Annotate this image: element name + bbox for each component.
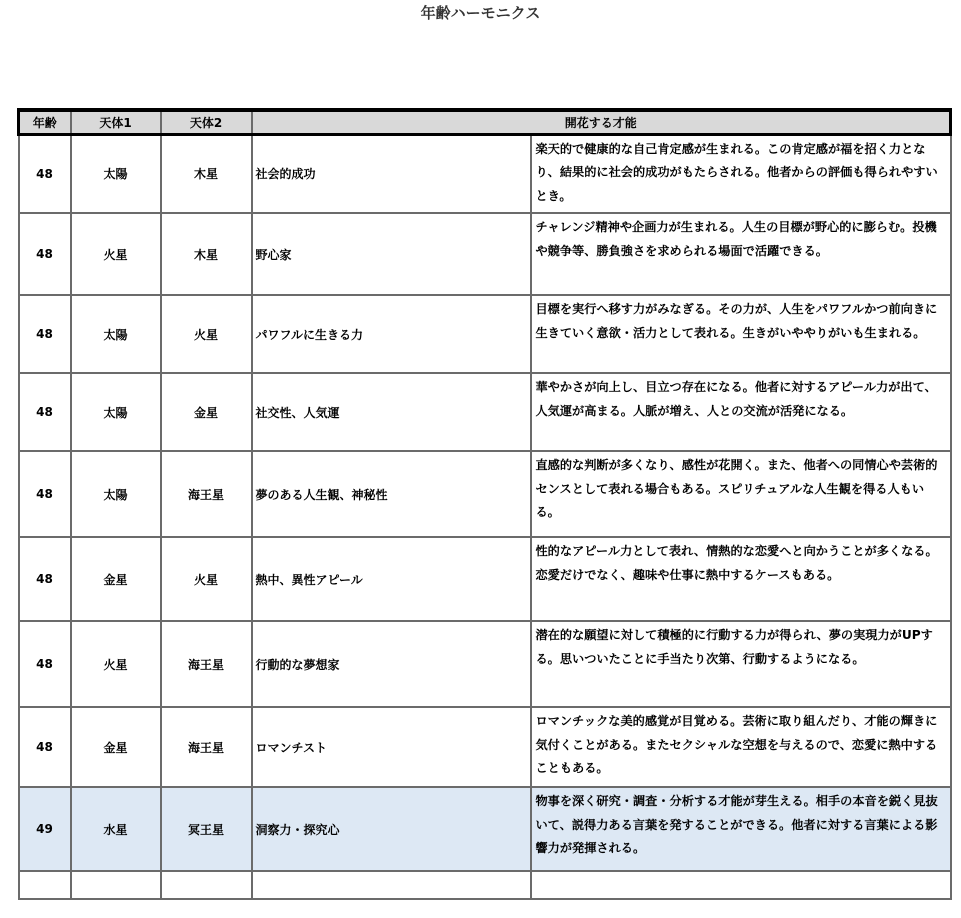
cell-description: 物事を深く研究・調査・分析する才能が芽生える。相手の本音を鋭く見抜いて、説得力ある言葉を発することができる。他者に対する言葉による影響力が発揮される。 — [531, 787, 951, 871]
cell-age: 48 — [19, 213, 71, 295]
cell-body1: 金星 — [71, 707, 161, 787]
cell-ability: 行動的な夢想家 — [252, 621, 531, 707]
cell-description: ロマンチックな美的感覚が目覚める。芸術に取り組んだり、才能の輝きに気付くことがある。またセクシャルな空想を与えるので、恋愛に熱中することもある。 — [531, 707, 951, 787]
cell-description: 目標を実行へ移す力がみなぎる。その力が、人生をパワフルかつ前向きに生きていく意欲・活力として表れる。生きがいややりがいも生まれる。 — [531, 295, 951, 373]
cell-ability: 社会的成功 — [252, 134, 531, 213]
page-title: 年齢ハーモニクス — [420, 4, 541, 22]
cell-ability: 夢のある人生観、神秘性 — [252, 451, 531, 537]
cell-body1: 太陽 — [71, 295, 161, 373]
header-age: 年齢 — [19, 110, 71, 134]
table-row-empty — [19, 871, 951, 899]
empty-cell — [19, 871, 71, 899]
cell-body2: 海王星 — [161, 621, 252, 707]
cell-body1: 水星 — [71, 787, 161, 871]
cell-age: 48 — [19, 707, 71, 787]
table-row — [19, 373, 951, 451]
cell-ability: 洞察力・探究心 — [252, 787, 531, 871]
cell-body1: 火星 — [71, 213, 161, 295]
cell-ability: パワフルに生きる力 — [252, 295, 531, 373]
empty-cell — [252, 871, 531, 899]
cell-description: 直感的な判断が多くなり、感性が花開く。また、他者への同情心や芸術的センスとして表れる場合もある。スピリチュアルな人生観を得る人もいる。 — [531, 451, 951, 537]
cell-age: 48 — [19, 537, 71, 621]
cell-age: 48 — [19, 134, 71, 213]
cell-body2: 木星 — [161, 213, 252, 295]
table-row — [19, 707, 951, 787]
cell-body1: 太陽 — [71, 134, 161, 213]
header-body1: 天体1 — [71, 110, 161, 134]
cell-description: 華やかさが向上し、目立つ存在になる。他者に対するアピール力が出て、人気運が高まる。人脈が増え、人との交流が活発になる。 — [531, 373, 951, 451]
table-row-highlighted — [19, 787, 951, 871]
header-talent: 開花する才能 — [252, 110, 951, 134]
cell-age: 48 — [19, 621, 71, 707]
cell-age: 48 — [19, 295, 71, 373]
cell-description: チャレンジ精神や企画力が生まれる。人生の目標が野心的に膨らむ。投機や競争等、勝負強さを求められる場面で活躍できる。 — [531, 213, 951, 295]
header-row — [19, 110, 951, 134]
cell-ability: 熱中、異性アピール — [252, 537, 531, 621]
cell-age: 48 — [19, 451, 71, 537]
cell-body2: 金星 — [161, 373, 252, 451]
cell-body2: 火星 — [161, 295, 252, 373]
empty-cell — [531, 871, 951, 899]
header-body2: 天体2 — [161, 110, 252, 134]
cell-ability: ロマンチスト — [252, 707, 531, 787]
cell-body2: 海王星 — [161, 707, 252, 787]
table-row — [19, 537, 951, 621]
cell-ability: 社交性、人気運 — [252, 373, 531, 451]
cell-age: 49 — [19, 787, 71, 871]
table-row — [19, 621, 951, 707]
cell-body2: 海王星 — [161, 451, 252, 537]
table-row — [19, 213, 951, 295]
harmonics-table — [17, 108, 952, 900]
cell-body1: 太陽 — [71, 451, 161, 537]
empty-cell — [71, 871, 161, 899]
table-row — [19, 134, 951, 213]
empty-cell — [161, 871, 252, 899]
table-row — [19, 451, 951, 537]
cell-body1: 火星 — [71, 621, 161, 707]
cell-body2: 冥王星 — [161, 787, 252, 871]
cell-description: 性的なアピール力として表れ、情熱的な恋愛へと向かうことが多くなる。恋愛だけでなく、趣味や仕事に熱中するケースもある。 — [531, 537, 951, 621]
cell-body1: 金星 — [71, 537, 161, 621]
cell-ability: 野心家 — [252, 213, 531, 295]
table-row — [19, 295, 951, 373]
cell-age: 48 — [19, 373, 71, 451]
cell-body2: 火星 — [161, 537, 252, 621]
cell-body1: 太陽 — [71, 373, 161, 451]
cell-description: 潜在的な願望に対して積極的に行動する力が得られ、夢の実現力がUPする。思いついたことに手当たり次第、行動するようになる。 — [531, 621, 951, 707]
cell-body2: 木星 — [161, 134, 252, 213]
cell-description: 楽天的で健康的な自己肯定感が生まれる。この肯定感が福を招く力となり、結果的に社会的成功がもたらされる。他者からの評価も得られやすいとき。 — [531, 134, 951, 213]
